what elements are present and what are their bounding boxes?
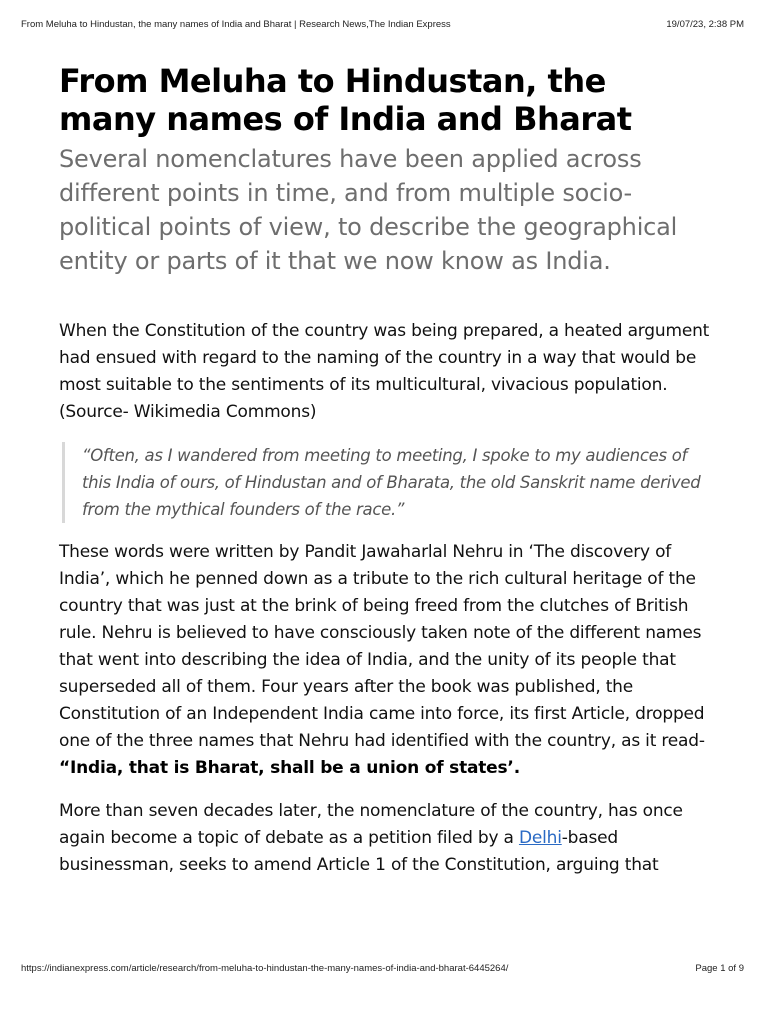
paragraph-1-text: These words were written by Pandit Jawaharlal Nehru in ‘The discovery of India’, which he penned down as a tribute to the rich cultural heritage of the country that was just at the brink of being freed from the clutches of British rule. Nehru is believed to have consciously taken note of the different names that went into describing the idea of India, and the unity of its people that superseded all of them. Four years after the book was published, the Constitution of an Independent India came into force, its first Article, dropped one of the three names that Nehru had identified with the country, as it read- bbox=[59, 542, 705, 751]
print-footer-url: https://indianexpress.com/article/research/from-meluha-to-hindustan-the-many-names-of-india-and-bharat-6445264/ bbox=[21, 963, 509, 974]
article-subheadline: Several nomenclatures have been applied across different points in time, and from multiple socio-political points of view, to describe the geographical entity or parts of it that we now know as India. bbox=[59, 145, 678, 275]
article-headline: From Meluha to Hindustan, the many names of India and Bharat bbox=[59, 62, 632, 138]
print-footer-page-number: Page 1 of 9 bbox=[695, 963, 744, 974]
article bbox=[59, 62, 719, 879]
print-header-title: From Meluha to Hindustan, the many names of India and Bharat | Research News,The Indian Express bbox=[21, 19, 451, 30]
image-caption: When the Constitution of the country was being prepared, a heated argument had ensued with regard to the naming of the country in a way that would be most suitable to the sentiments of its multicultural, vivacious population. (Source- Wikimedia Commons) bbox=[59, 321, 710, 422]
article-paragraph-1 bbox=[59, 539, 719, 782]
paragraph-2-text-before: More than seven decades later, the nomenclature of the country, has once again become a topic of debate as a petition filed by a bbox=[59, 801, 683, 848]
paragraph-2-text-after: -based businessman, seeks to amend Article 1 of the Constitution, arguing that bbox=[59, 828, 659, 875]
print-header-datetime: 19/07/23, 2:38 PM bbox=[666, 19, 744, 30]
nehru-quote: “Often, as I wandered from meeting to meeting, I spoke to my audiences of this India of ours, of Hindustan and of Bharata, the old Sanskrit name derived from the mythical founders of the race.” bbox=[62, 442, 719, 523]
article-paragraph-2 bbox=[59, 798, 719, 879]
print-footer bbox=[21, 963, 744, 977]
print-header bbox=[21, 19, 744, 33]
paragraph-1-bold-quote: “India, that is Bharat, shall be a union of states’. bbox=[59, 758, 520, 778]
delhi-link[interactable]: Delhi bbox=[518, 828, 562, 848]
